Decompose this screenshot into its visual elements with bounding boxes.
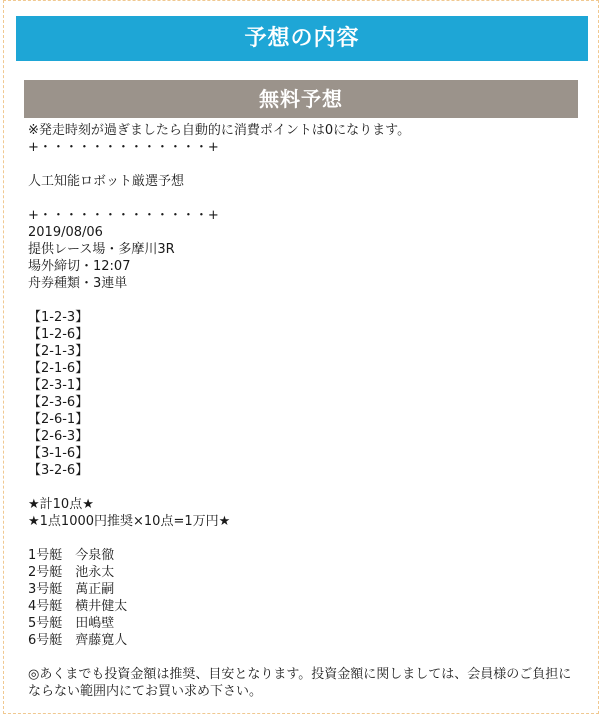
spacer xyxy=(28,479,578,496)
spacer xyxy=(28,649,578,666)
page-title: 予想の内容 xyxy=(16,16,588,61)
boat-racer: 4号艇 横井健太 xyxy=(28,599,128,614)
spacer xyxy=(28,156,578,173)
boat-racer: 3号艇 萬正嗣 xyxy=(28,582,115,597)
race-deadline: 場外締切・12:07 xyxy=(28,259,131,274)
pick-item: 【3-1-6】 xyxy=(28,446,89,461)
notice-text: ※発走時刻が過ぎましたら自動的に消費ポイントは0になります。 xyxy=(28,123,411,138)
boat-racer: 5号艇 田嶋壁 xyxy=(28,616,115,631)
spacer xyxy=(28,292,578,309)
race-date: 2019/08/06 xyxy=(28,225,103,240)
boat-racer: 1号艇 今泉徹 xyxy=(28,548,115,563)
pick-item: 【2-1-3】 xyxy=(28,344,89,359)
boat-racer: 2号艇 池永太 xyxy=(28,565,115,580)
pick-item: 【2-3-6】 xyxy=(28,395,89,410)
pick-item: 【2-6-3】 xyxy=(28,429,89,444)
pick-item: 【1-2-3】 xyxy=(28,310,89,325)
pick-item: 【2-1-6】 xyxy=(28,361,89,376)
total-points: ★計10点★ xyxy=(28,497,94,512)
pick-item: 【1-2-6】 xyxy=(28,327,89,342)
divider-line: +・・・・・・・・・・・・・+ xyxy=(28,208,219,223)
ticket-type: 舟券種類・3連単 xyxy=(28,276,128,291)
prediction-content xyxy=(28,122,578,700)
section-title: 無料予想 xyxy=(24,80,578,118)
boat-racer: 6号艇 齊藤寛人 xyxy=(28,633,128,648)
recommended-amount: ★1点1000円推奨×10点=1万円★ xyxy=(28,514,231,529)
pick-item: 【2-3-1】 xyxy=(28,378,89,393)
spacer xyxy=(28,530,578,547)
divider-line: +・・・・・・・・・・・・・+ xyxy=(28,140,219,155)
pick-item: 【3-2-6】 xyxy=(28,463,89,478)
race-venue: 提供レース場・多摩川3R xyxy=(28,242,175,257)
disclaimer-text: ◎あくまでも投資金額は推奨、目安となります。投資金額に関しましては、会員様のご負担にならない範囲内にてお買い求め下さい。 xyxy=(28,667,572,699)
prediction-title: 人工知能ロボット厳選予想 xyxy=(28,174,185,189)
pick-item: 【2-6-1】 xyxy=(28,412,89,427)
spacer xyxy=(28,190,578,207)
